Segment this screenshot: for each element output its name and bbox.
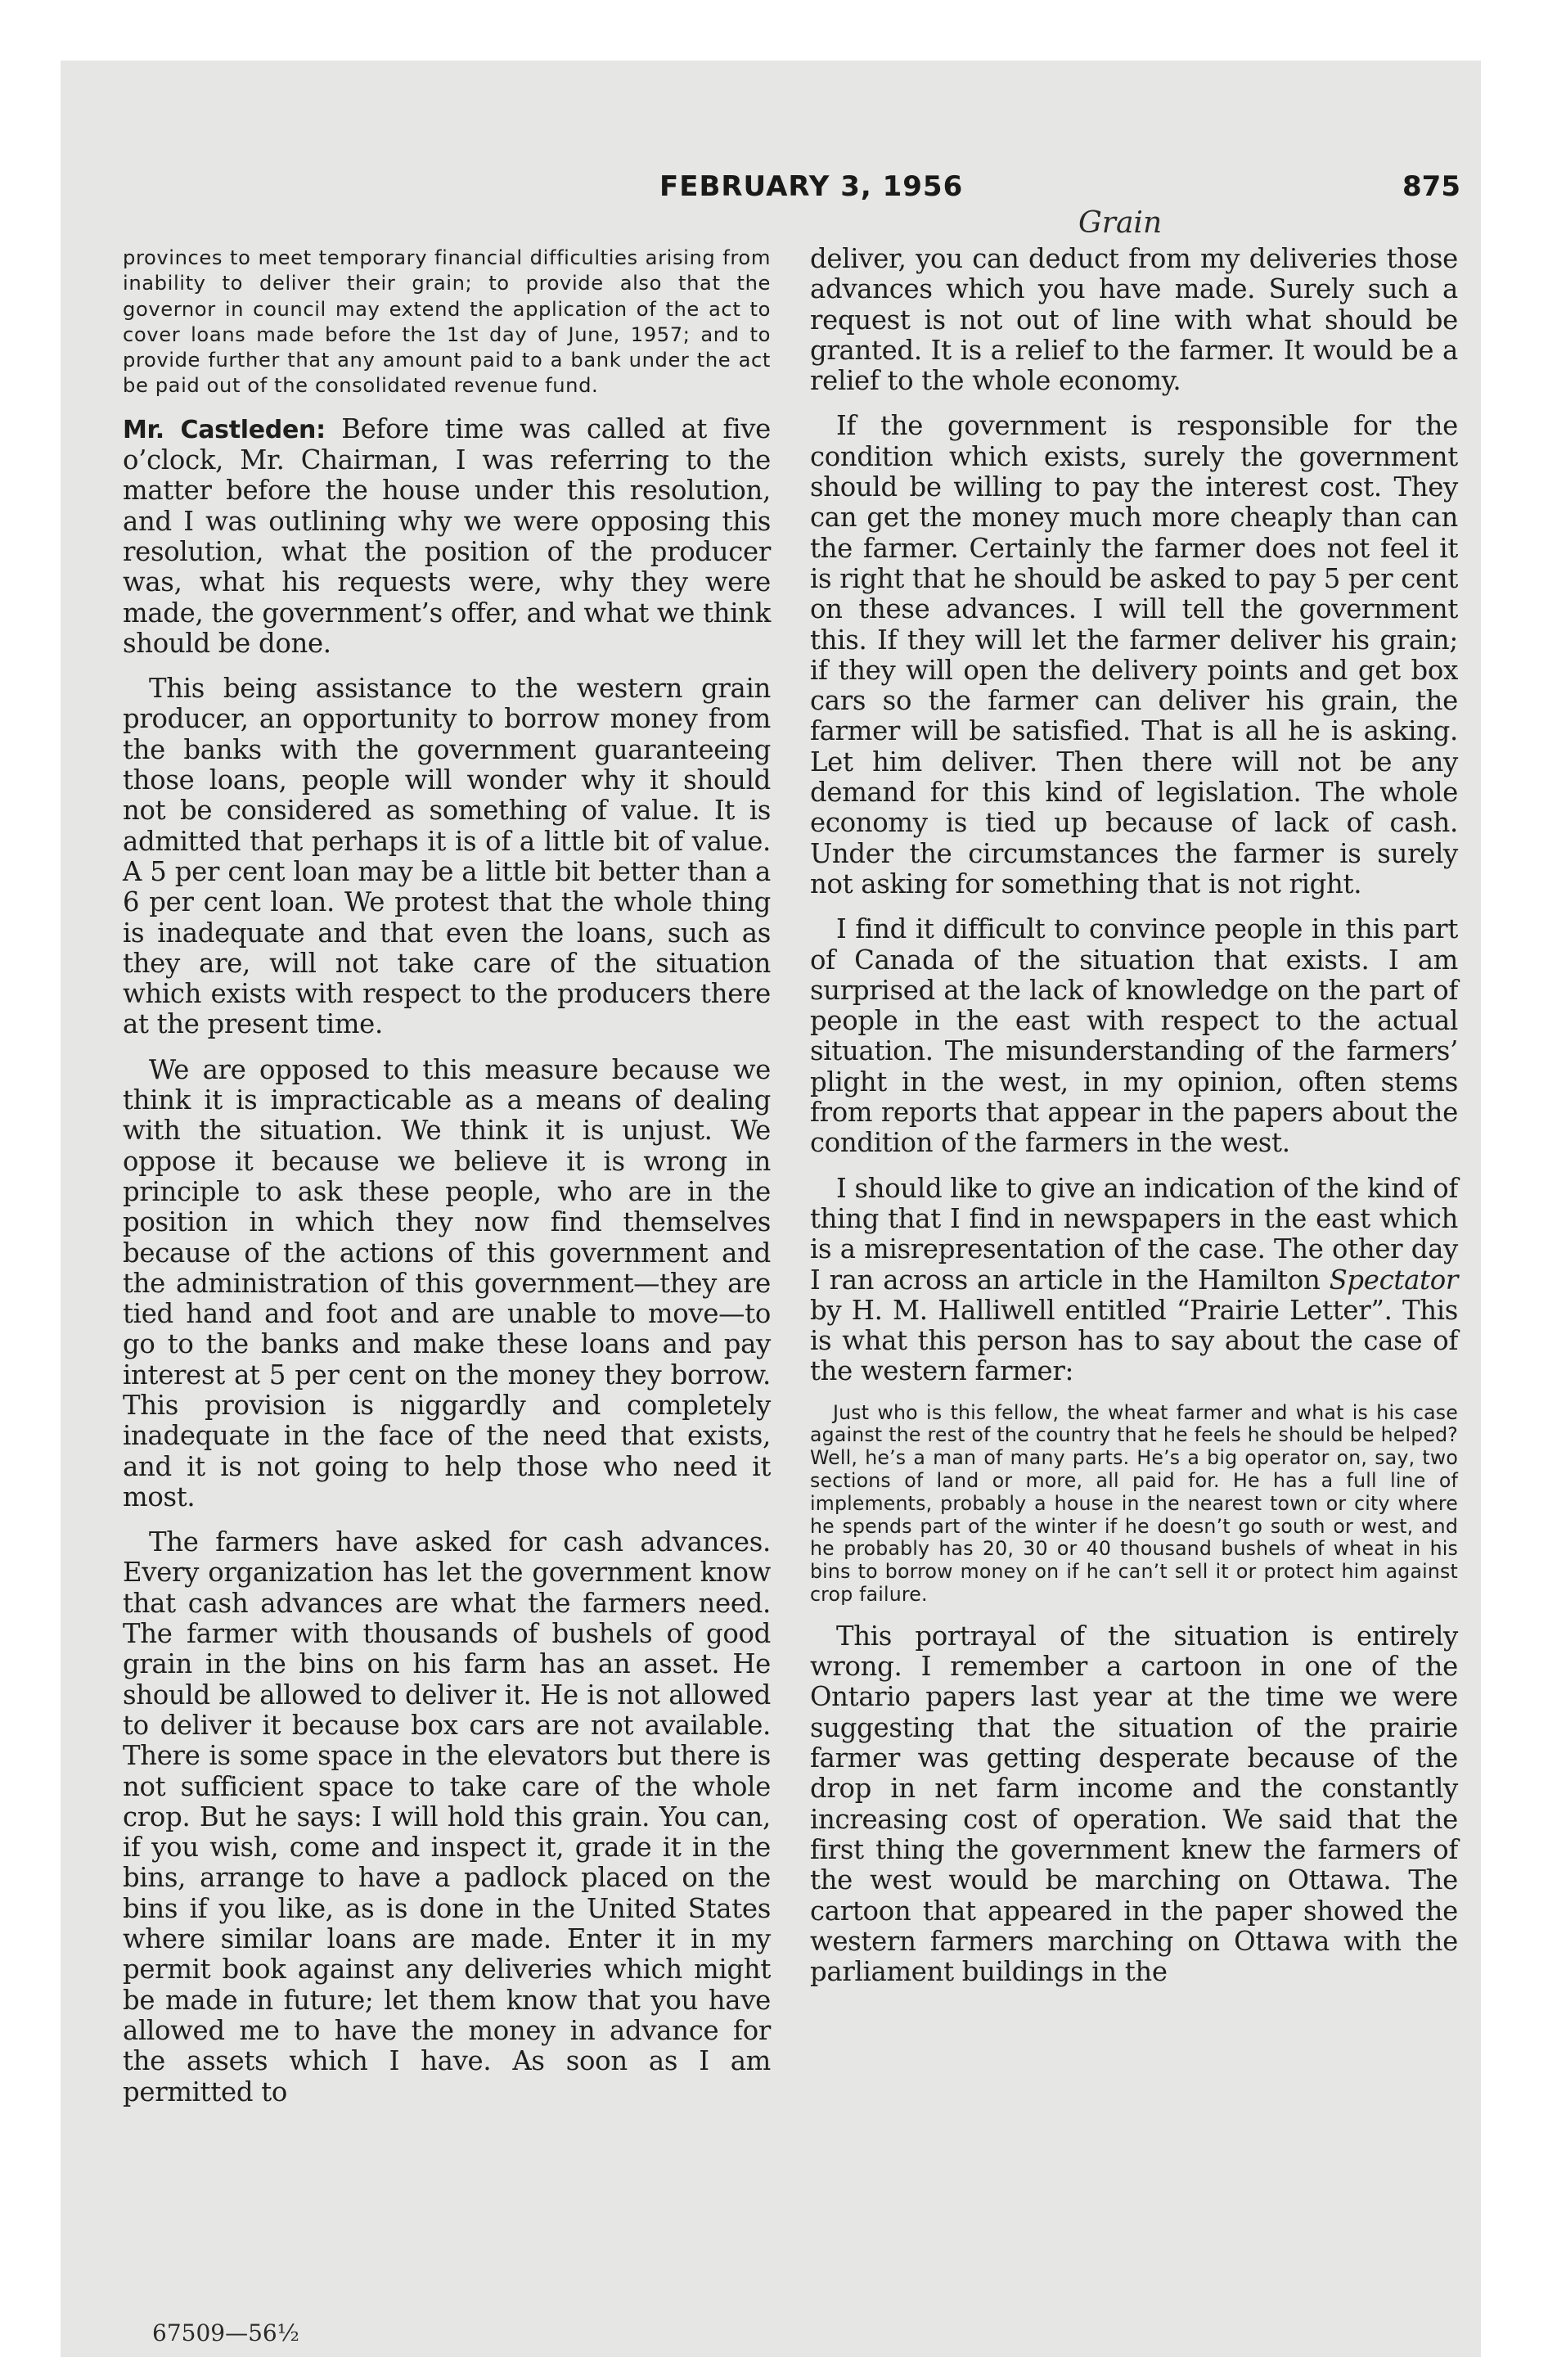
paragraph: deliver, you can deduct from my deliveries those advances which you have made. Surely such a request is not out of line with what should be granted. It is a relief to the farmer. It would be a relief to the whole economy. <box>810 243 1458 397</box>
page-date: FEBRUARY 3, 1956 <box>659 170 964 203</box>
paragraph-text: I should like to give an indication of the kind of thing that I find in newspapers in the east which is a misrepresentation of the case. The other day I ran across an article in the Hamilton <box>810 1172 1458 1296</box>
paragraph: The farmers have asked for cash advances. Every organization has let the government know that cash advances are what the farmers need. The farmer with thousands of bushels of good grain in the bins on his farm has an asset. He should be allowed to deliver it. He is not allowed to deliver it because box cars are not available. There is some space in the elevators but there is not sufficient space to take care of the whole crop. But he says: I will hold this grain. You can, if you wish, come and inspect it, grade it in the bins, arrange to have a padlock placed on the bins if you like, as is done in the United States where similar loans are made. Enter it in my permit book against any deliveries which might be made in future; let them know that you have allowed me to have the money in advance for the assets which I have. As soon as I am permitted to <box>123 1526 771 2107</box>
paragraph: This being assistance to the western grain producer, an opportunity to borrow money from the banks with the government guaranteeing those loans, people will wonder why it should not be considered as something of value. It is admitted that perhaps it is of a little bit of value. A 5 per cent loan may be a little bit better than a 6 per cent loan. We protest that the whole thing is inadequate and that even the loans, such as they are, will not take care of the situation which exists with respect to the producers there at the present time. <box>123 673 771 1040</box>
paragraph <box>810 1174 1458 1387</box>
paragraph: If the government is responsible for the condition which exists, surely the government should be willing to pay the interest cost. They can get the money much more cheaply than can the farmer. Certainly the farmer does not feel it is right that he should be asked to pay 5 per cent on these advances. I will tell the government this. If they will let the farmer deliver his grain; if they will open the delivery points and get box cars so the farmer can deliver his grain, the farmer will be satisfied. That is all he is asking. Let him deliver. Then there will not be any demand for this kind of legislation. The whole economy is tied up because of lack of cash. Under the circumstances the farmer is surely not asking for something that is not right. <box>810 410 1458 899</box>
page-number: 875 <box>1402 170 1460 203</box>
paragraph: This portrayal of the situation is entirely wrong. I remember a cartoon in one of the Ontario papers last year at the time we were suggesting that the situation of the prairie farmer was getting desperate because of the drop in net farm income and the constantly increasing cost of operation. We said that the first thing the government knew the farmers of the west would be marching on Ottawa. The cartoon that appeared in the paper showed the western farmers marching on Ottawa with the parliament buildings in the <box>810 1620 1458 1988</box>
paragraph: I find it difficult to convince people in this part of Canada of the situation that exists. I am surprised at the lack of knowledge on the part of people in the east with respect to the actual situation. The misunderstanding of the farmers’ plight in the west, in my opinion, often stems from reports that appear in the papers about the condition of the farmers in the west. <box>810 913 1458 1159</box>
paragraph-text: Before time was called at five o’clock, Mr. Chairman, I was referring to the matter before the house under this resolution, and I was outlining why we were opposing this resolution, what the position of the producer was, what his requests were, why they were made, the government’s offer, and what we think should be done. <box>123 412 771 659</box>
newspaper-name: Spectator <box>1329 1264 1458 1296</box>
resolution-text: provinces to meet temporary financial difficulties arising from inability to deliver their grain; to provide also that the governor in council may extend the application of the act to cover loans made before the 1st day of June, 1957; and to provide further that any amount paid to a bank under the act be paid out of the consolidated revenue fund. <box>123 246 771 398</box>
right-column <box>810 244 1458 1987</box>
paragraph: We are opposed to this measure because we think it is impracticable as a means of dealing with the situation. We think it is unjust. We oppose it because we believe it is wrong in principle to ask these people, who are in the position in which they now find themselves because of the actions of this government and the administration of this government—they are tied hand and foot and are unable to move—to go to the banks and make these loans and pay interest at 5 per cent on the money they borrow. This provision is niggardly and completely inadequate in the face of the need that exists, and it is not going to help those who need it most. <box>123 1053 771 1512</box>
section-title: Grain <box>1078 206 1163 240</box>
printer-code: 67509—56½ <box>152 2319 299 2346</box>
left-column <box>123 246 771 2107</box>
speaker-name: Mr. Castleden: <box>123 415 326 444</box>
paragraph <box>123 414 771 659</box>
block-quote: Just who is this fellow, the wheat farmer and what is his case against the rest of the country that he feels he should be helped? Well, he’s a man of many parts. He’s a big operator on, say, two sections of land or more, all paid for. He has a full line of implements, probably a house in the nearest town or city where he spends part of the winter if he doesn’t go south or west, and he probably has 20, 30 or 40 thousand bushels of wheat in his bins to borrow money on if he can’t sell it or protect him against crop failure. <box>810 1400 1458 1607</box>
paragraph-text: by H. M. Halliwell entitled “Prairie Letter”. This is what this person has to say about the case of the western farmer: <box>810 1294 1458 1387</box>
